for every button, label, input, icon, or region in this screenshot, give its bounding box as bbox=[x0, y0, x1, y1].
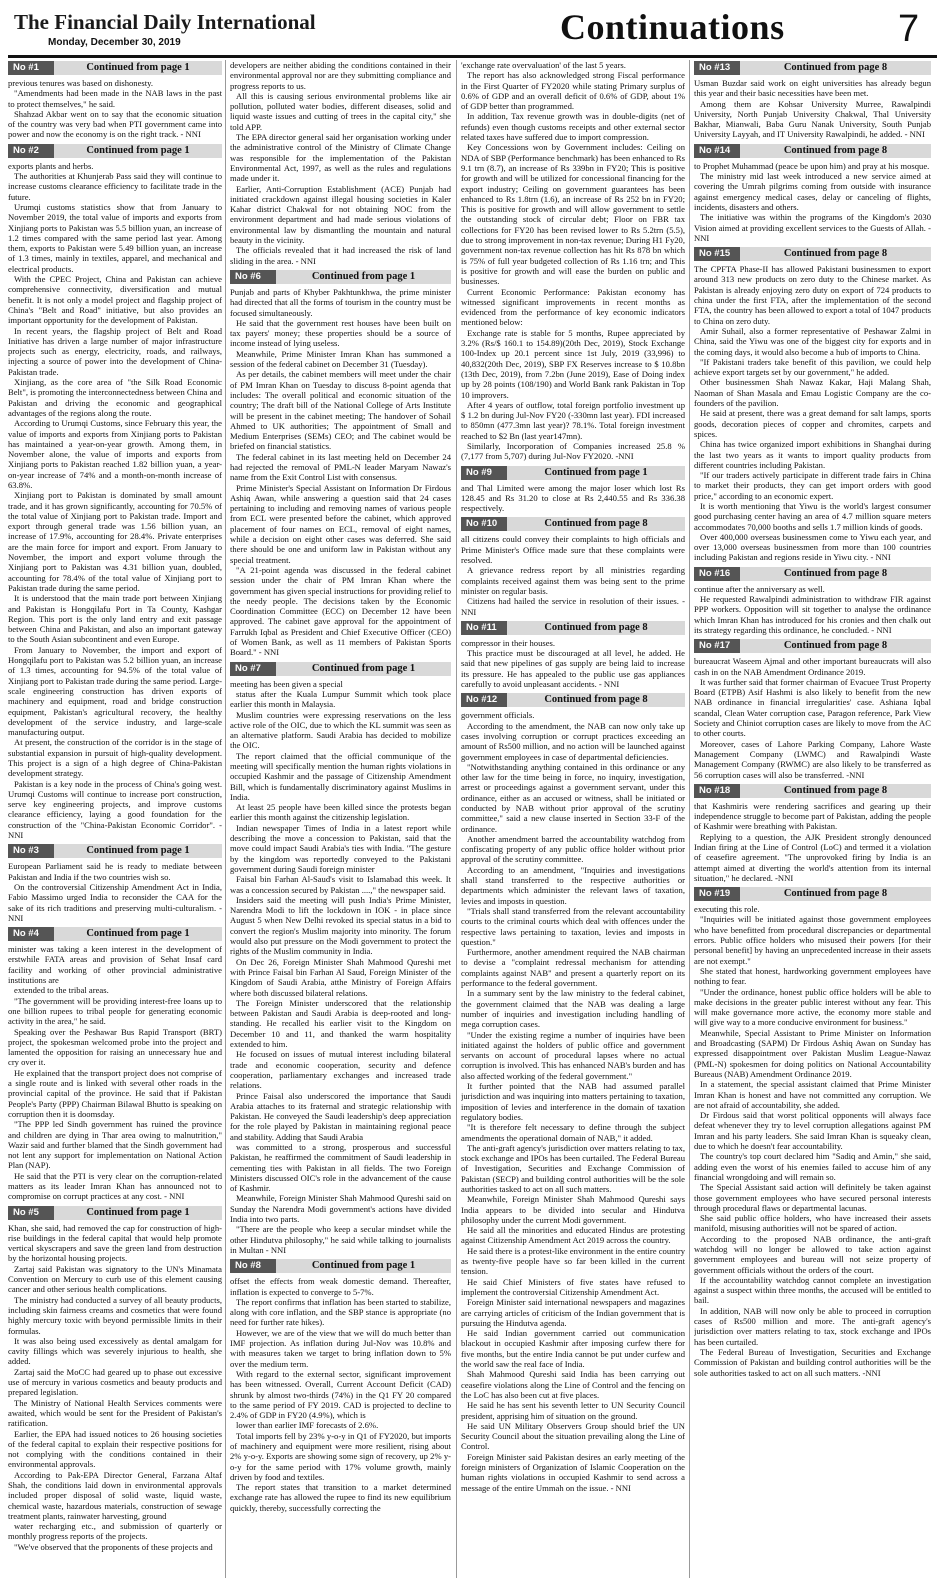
article-paragraph: Zartaj said the MoCC had geared up to phase out excessive use of mercury in various cosmetics and beauty products and prepared legislation. bbox=[8, 1366, 222, 1398]
continued-from-label: Continued from page 8 bbox=[740, 247, 931, 261]
article-number: No #10 bbox=[461, 517, 507, 531]
article-paragraph: "Notwithstanding anything contained in this ordinance or any other law for the time being in force, no inquiry, investigation, arrest or proceedings against a government servant, under this ordinance, either as an accused or witness, shall be initiated or conducted by NAB without prior approval of the scrutiny committee," said a new clause inserted in Section 33-F of the ordinance. bbox=[461, 761, 685, 834]
article-paragraph: government officials. bbox=[461, 710, 535, 721]
article bbox=[230, 60, 451, 266]
continued-from-label: Continued from page 8 bbox=[740, 567, 931, 581]
article-paragraph: Prime Minister's Special Assistant on Information Dr Firdous Ashiq Awan, while answering a question said that 24 cases pertaining to including and removing names of various people from ECL were presented before the cabinet, which approved placement of four names on ECL, removal of eight names, while a decision on eight other cases was deferred. She said there should be one and uniform law in Pakistan without any special treatment. bbox=[230, 482, 451, 565]
article-header bbox=[8, 927, 222, 941]
article-paragraph: She stated that honest, hardworking government employees have nothing to fear. bbox=[694, 965, 931, 987]
article-header bbox=[230, 270, 451, 284]
article-paragraph: With regard to the external sector, significant improvement has been witnessed. Overall, Current Account Deficit (CAD) shrunk by almost two-thirds (74%) in the Q1 FY 20 compared to the same period of FY 2019. CAD is projected to decline to 2.4% of GDP in FY20 (4.9%), which is bbox=[230, 1368, 451, 1421]
article-paragraph: Khan, she said, had removed the cap for construction of high-rise buildings in the federal capital that would help promote vertical skyscrapers and save the green land from destruction by the horizontal housing projects. bbox=[8, 1222, 222, 1264]
article-paragraph: "Trials shall stand transferred from the relevant accountability courts to the criminal courts which deal with offences under the respective laws pertaining to taxation, levies and imposts in question." bbox=[461, 905, 685, 947]
article bbox=[694, 784, 931, 883]
article-paragraph: meeting has been given a special bbox=[230, 678, 343, 689]
article-paragraph: Similarly, Incorporation of Companies increased 25.8 % (7,177 from 5,707) during Jul-Nov FY2020. -NNI bbox=[461, 440, 685, 462]
masthead-rule bbox=[8, 55, 937, 58]
article-paragraph: According to Urumqi Customs, since February this year, the value of imports and exports from Xinjiang ports to Pakistan has maintained a year-on-year growth. Among them, in November alone, the value of imports and exports from Xinjiang ports to Pakistan reached 1.82 billion yuan, a year-on-year increase of 74% and a month-on-month increase of 63.8%. bbox=[8, 418, 222, 490]
column-2 bbox=[230, 60, 451, 1580]
article-paragraph: "Under the existing regime a number of inquiries have been initiated against the holders of public office and government servants on account of procedural lapses where no actual corruption is involved. This has enhanced NAB's burden and has also affected working of the federal government." bbox=[461, 1029, 685, 1081]
article-paragraph: He explained that the transport project does not comprise of a single route and is linked with several other roads in the provincial capital of the province. He said that if Pakistan People's Party (PPP) Chairman Bilawal Bhutto is speaking on corruption then it is doomsday. bbox=[8, 1067, 222, 1119]
article bbox=[694, 567, 931, 635]
article-paragraph: minister was taking a keen interest in the development of erstwhile FATA areas and provision of Sehat Insaf card facility and working of other provincial administrative institutions are bbox=[8, 944, 222, 986]
article-paragraph: According to the proposed NAB ordinance, the anti-graft watchdog will no longer be allowed to take action against government employees and bureau will not seize property of government officials without the orders of the court. bbox=[694, 1233, 931, 1275]
article-number: No #14 bbox=[694, 144, 740, 158]
article-paragraph: After 4 years of outflow, total foreign portfolio investment up $ 1.2 bn during Jul-Nov FY20 (-330mn last year). FDI increased to 850mn (477.3mn last year)? 78.1%. Total foreign investment reached to $2 Bn (last year147mn). bbox=[461, 399, 685, 441]
article-paragraph: On the controversial Citizenship Amendment Act in India, Fabio Massimo urged India to reconsider the CAA for the sake of its rich traditions and preserving multi-culturalism. - NNI bbox=[8, 881, 222, 923]
column-4 bbox=[694, 60, 931, 1580]
article-paragraph: offset the effects from weak domestic demand. Thereafter, inflation is expected to converge to 5-7%. bbox=[230, 1276, 451, 1297]
article-header bbox=[461, 621, 685, 635]
article-paragraph: that Kashmiris were rendering sacrifices and gearing up their independence struggle to become part of Pakistan, adding the people of Kashmir were breathing with Pakistan. bbox=[694, 800, 931, 832]
article-header bbox=[461, 466, 685, 480]
article bbox=[230, 662, 451, 1256]
article-paragraph: "A 21-point agenda was discussed in the federal cabinet session under the chair of PM Imran Khan where the government has given special instructions for providing relief to the needy people. The decisions taken by the Economic Coordination Committee (ECC) on December 12 have been approved. The cabinet gave approval for the appointment of Farrukh Iqbal as President and Chief Executive Officer (CEO) of Women Bank, as well as 11 members of Pakistan Sports Board." - NNI bbox=[230, 564, 451, 658]
article-paragraph: In addition, NAB will now only be able to proceed in corruption cases of Rs500 million and more. The anti-graft agency's jurisdiction over matters relating to tax, stock exchange and IPOs has been curtailed. bbox=[694, 1305, 931, 1347]
newspaper-name: The Financial Daily International bbox=[14, 10, 316, 34]
article-paragraph: European Parliament said he is ready to mediate between Pakistan and India if the two countries wish so. bbox=[8, 861, 222, 882]
article-header bbox=[461, 517, 685, 531]
continued-from-label: Continued from page 1 bbox=[507, 466, 685, 480]
article bbox=[461, 693, 685, 1493]
article-paragraph: The CPFTA Phase-II has allowed Pakistani businessmen to export around 313 new products on zero duty to the Chinese market. As Pakistan is already enjoying zero duty on export of 724 products to china under the first FTA, after the implementation of the second FTA, the country has been allowed to export a total of 1047 products to China on zero duty. bbox=[694, 264, 931, 326]
article-paragraph: 'exchange rate overvaluation' of the last 5 years. bbox=[461, 60, 626, 70]
article bbox=[461, 60, 685, 462]
article-paragraph: He said Indian government carried out communication blackout in occupied Kashmir after imposing curfew there for five months, but the entire India cannot be put under curfew and the world saw the real face of India. bbox=[461, 1328, 685, 1370]
continued-from-label: Continued from page 1 bbox=[54, 844, 222, 858]
article-paragraph: compressor in their houses. bbox=[461, 637, 556, 648]
continued-from-label: Continued from page 1 bbox=[276, 662, 451, 676]
article bbox=[694, 639, 931, 780]
article-number: No #9 bbox=[461, 466, 507, 480]
masthead bbox=[8, 6, 937, 56]
article-paragraph: to Prophet Muhammad (peace be upon him) and pray at his mosque. bbox=[694, 160, 930, 171]
column-1 bbox=[8, 60, 222, 1580]
continued-from-label: Continued from page 1 bbox=[54, 144, 222, 158]
article-paragraph: Earlier, Anti-Corruption Establishment (ACE) Punjab had initiated crackdown against illegal housing societies in Kaler Kahar district Chakwal for not obtaining NOC from the environment department and had made serious violations of environmental law by dismantling the mountain and natural beauty in the vicinity. bbox=[230, 183, 451, 246]
article-paragraph: "If our traders actively participate in different trade fairs in China to market their products, they can get import orders with good price," according to an economic expert. bbox=[694, 470, 931, 501]
article-paragraph: He said there is a protest-like environment in the entire country as twenty-five people have so far been killed in the current tension. bbox=[461, 1245, 685, 1277]
column-divider bbox=[689, 60, 690, 1578]
article-number: No #6 bbox=[230, 270, 276, 284]
article-number: No #11 bbox=[461, 621, 507, 635]
article-paragraph: China has twice organized import exhibitions in Shanghai during the last two years as it wants to import quality products from different countries including Pakistan. bbox=[694, 439, 931, 470]
article-paragraph: It is worth mentioning that Yiwu is the world's largest consumer good purchasing center having an area of 4.7 million square meters accommodates 70,000 booths and sells 1.7 million kinds of goods. bbox=[694, 500, 931, 532]
issue-date: Monday, December 30, 2019 bbox=[48, 37, 181, 48]
article-paragraph: "The government will be providing interest-free loans up to one billion rupees to tribal people for generating economic activity in the area," he said. bbox=[8, 995, 222, 1027]
article-paragraph: executing this role. bbox=[694, 904, 760, 915]
article-paragraph: Usman Buzdar said work on eight universities has already begun this year and their basic necessities have been met. bbox=[694, 78, 931, 99]
article-paragraph: With the CPEC Project, China and Pakistan can achieve comprehensive connectivity, diversification and mutual benefit. It is not only a model project and flagship project of China's "Belt and Road" initiative, but also provides an important opportunity for the development of Pakistan. bbox=[8, 274, 222, 326]
article-paragraph: The initiative was within the programs of the Kingdom's 2030 Vision aimed at providing excellent services to the Guests of Allah. - NNI bbox=[694, 212, 931, 243]
article-paragraph: Citizens had hailed the service in resolution of their issues. - NNI bbox=[461, 596, 685, 617]
article-number: No #13 bbox=[694, 61, 740, 75]
article-paragraph: Urumqi customs statistics show that from January to November 2019, the total value of imports and exports from Xinjiang ports to Pakistan was 5.5 billion yuan, an increase of 1.2 times compared with the same period last year. Among them, exports to Pakistan were 5.49 billion yuan, an increase of 1.3 times, mainly in textiles, apparel, and mechanical and electrical products. bbox=[8, 201, 222, 274]
article-paragraph: The report has also acknowledged strong Fiscal performance in the First Quarter of FY2020 while stating Primary surplus of 0.6% of GDP and an overall deficit of 0.6% of GDP, about 1% of GDP better than programmed. bbox=[461, 70, 685, 112]
article-paragraph: The federal cabinet in its last meeting held on December 24 had rejected the removal of PML-N leader Maryam Nawaz's name from the Exit Control List with consensus. bbox=[230, 451, 451, 483]
article-number: No #17 bbox=[694, 639, 740, 653]
article bbox=[8, 927, 222, 1201]
article-paragraph: He said at present, there was a great demand for salt lamps, sports goods, decoration pieces of copper and chromites, carpets and spices. bbox=[694, 408, 931, 439]
article bbox=[8, 61, 222, 140]
article-paragraph: It was also being used excessively as dental amalgam for cavity fillings which was severely injurious to health, she added. bbox=[8, 1335, 222, 1367]
article-paragraph: The authorities at Khunjerab Pass said they will continue to increase customs clearance efficiency to facilitate trade in the future. bbox=[8, 171, 222, 202]
article-paragraph: Among them are Kohsar University Murree, Rawalpindi University, North Punjab University Chakwal, Thal University Bakhar, Mianwali, Baba Guru Nanak University, South Punjab University Layyah, and IT University Rawalpindi, he added. - NNI bbox=[694, 98, 931, 140]
article-paragraph: He said UN Military Observers Group should brief the UN Security Council about the situation prevailing along the Line of Control. bbox=[461, 1420, 685, 1452]
article-paragraph: The anti-graft agency's jurisdiction over matters relating to tax, stock exchange and IPOs has been curtailed. The Federal Bureau of Investigation, Securities and Exchange Commission of Pakistan (SECP) and building control authorities will be the sole authorities tasked to act on all such matters. bbox=[461, 1142, 685, 1194]
article-paragraph: was committed to a strong, prosperous and successful Pakistan, he reaffirmed the commitment of Saudi leadership in cementing ties with Pakistan in all fields. The two Foreign Ministers discussed OIC's role in the advancement of the cause of Kashmir. bbox=[230, 1141, 451, 1194]
article-paragraph: The report claimed that the official communique of the meeting will specifically mention the human rights violations in occupied Kashmir and the passage of Citizenship Amendment Bill, which is fundamentally discriminatory against Muslims in India. bbox=[230, 750, 451, 802]
article-paragraph: Amir Suhail, also a former representative of Peshawar Zalmi in China, said the Yiwu was one of the biggest city for exports and in the coming days, it would also become a hub of imports to China. bbox=[694, 325, 931, 357]
article bbox=[461, 517, 685, 616]
article-paragraph: Xinjiang port to Pakistan is dominated by small amount trade, and it has grown significantly, accounting for 70.5% of the total value of Xinjiang port to Pakistan trade. Import and export through general trade was 1.56 billion yuan, an increase of 17.9%, accounting for 28.4%. Private enterprises are the main force for import and export. From January to November, the import and export volume through the Xinjiang port to Pakistan was 4.31 billion yuan, doubled, accounting for 78.4% of the total value of Xinjiang port to Pakistan trade during the same period. bbox=[8, 490, 222, 593]
article bbox=[694, 247, 931, 563]
article-paragraph: Insiders said the meeting will push India's Prime Minister, Narendra Modi to lift the lockdown in IOK - in place since August 5 when New Delhi revoked its special status in a bid to convert the region's Muslim majority into minority. The forum would also put pressure on the Modi government to protect the rights of the Muslim community in India. bbox=[230, 894, 451, 957]
article-paragraph: He said all the minorities and educated Hindus are protesting against Citizenship Amendment Act 2019 across the country. bbox=[461, 1225, 685, 1246]
article-number: No #16 bbox=[694, 567, 740, 581]
article-paragraph: According to the amendment, the NAB can now only take up cases involving corruption or corrupt practices exceeding an amount of Rs500 million, and no action will be launched against government employees in case of departmental deficiencies. bbox=[461, 720, 685, 762]
article-paragraph: Meanwhile, Foreign Minister Shah Mahmood Qureshi said on Sunday the Narendra Modi government's actions have divided India into two parts. bbox=[230, 1193, 451, 1225]
article-paragraph: "The PPP led Sindh government has ruined the province and children are dying in Thar area owing to malnutrition," Wazir said and further blamed that the Sindh government had not lent any support for implementation on National Action Plan (NAP). bbox=[8, 1119, 222, 1171]
article-paragraph: Other businessmen Shah Nawaz Kakar, Haji Malang Shah, Naoman of Shan Masala and Emau Logistic Company are the co-founders of the pavilion. bbox=[694, 377, 931, 409]
article-paragraph: The Ministry of National Health Services comments were awaited, which would be sent for the President of Pakistan's ratification. bbox=[8, 1397, 222, 1429]
article-paragraph: and Thal Limited were among the major loser which lost Rs 128.45 and Rs 31.20 to close at Rs 2,440.55 and Rs 336.38 respectively. bbox=[461, 482, 685, 514]
article-header bbox=[230, 1259, 451, 1273]
article-paragraph: continue after the anniversary as well. bbox=[694, 583, 825, 594]
article-paragraph: Exchange rate is stable for 5 months, Rupee appreciated by 3.2% (Rs/$ 160.1 to 154.89)(20th Dec, 2019), Stock Exchange 100-Index up 20.1 percent since 1st July, 2019 (33,996) to 40,832(20th Dec, 2019), SBP FX Reserves increase to $ 10.8bn (13th Dec, 2019), from 7.2bn (June 2019), Ease of Doing index up by 28 points (108/190) and World Bank rank Pakistan in Top 10 improvers. bbox=[461, 327, 685, 400]
article-paragraph: The officials revealed that it had increased the risk of land sliding in the area. - NNI bbox=[230, 245, 451, 266]
article-paragraph: Pakistan is a key node in the process of China's going west. Urumqi Customs will continue to increase port construction, serve key engineering projects, and improve customs clearance efficiency, laying a good foundation for the construction of the "China-Pakistan Economic Corridor". - NNI bbox=[8, 778, 222, 841]
article-paragraph: Total imports fell by 23% y-o-y in Q1 of FY2020, but imports of machinery and equipment were more resilient, rising about 2% y-o-y. Exports are showing some sign of recovery, up 2% y-o-y for the same period with 17% volume growth, mainly driven by food and textiles. bbox=[230, 1430, 451, 1482]
article-paragraph: Foreign Minister said Pakistan desires an early meeting of the foreign ministers of Organization of Islamic Cooperation on the human rights violations in occupied Kashmir to send across a message of the entire Ummah on the issue. - NNI bbox=[461, 1451, 685, 1493]
article-number: No #19 bbox=[694, 887, 740, 901]
article-paragraph: At present, the construction of the corridor is in the stage of substantial expansion in pursuit of high-quality development. This project is a sign of a high degree of China-Pakistan development strategy. bbox=[8, 737, 222, 779]
article-paragraph: All this is causing serious environmental problems like air pollution, polluted water bodies, different diseases, solid and liquid waste issues and cutting of trees in the capital city," she told APP. bbox=[230, 90, 451, 132]
article-header bbox=[694, 247, 931, 261]
article-paragraph: Meanwhile, Prime Minister Imran Khan has summoned a session of the federal cabinet on December 31 (Tuesday). bbox=[230, 348, 451, 370]
article bbox=[8, 144, 222, 841]
continued-from-label: Continued from page 8 bbox=[740, 887, 931, 901]
article-paragraph: Foreign Minister said international newspapers and magazines are carrying articles of criticism of the Indian government that is pursuing the Hindutva agenda. bbox=[461, 1297, 685, 1328]
article-paragraph: The ministry mid last week introduced a new service aimed at covering the Umrah pilgrims coming from outside with insurance against emergency medical cases, delay or canceling of flights, incidents, disasters and others. bbox=[694, 171, 931, 212]
article-paragraph: Over 400,000 overseas businessmen come to Yiwu each year, and over 13,000 overseas businessmen from more than 100 countries including Pakistan and regions reside in Yiwu city. - NNI bbox=[694, 531, 931, 563]
continued-from-label: Continued from page 8 bbox=[507, 621, 685, 635]
article-number: No #8 bbox=[230, 1259, 276, 1273]
article-paragraph: Speaking over the Peshawar Bus Rapid Transport (BRT) project, the spokesman welcomed probe into the project and lamented the opposition for raising an unnecessary hue and cry over it. bbox=[8, 1026, 222, 1068]
article-paragraph: Current Economic Performance: Pakistan economy has witnessed significant improvements in recent months as evidenced from the performance of key economic indicators mentioned below: bbox=[461, 286, 685, 328]
article-paragraph: previous tenures was based on dishonesty. bbox=[8, 78, 154, 88]
article-header bbox=[694, 144, 931, 158]
article-paragraph: Faisal bin Farhan Al-Saud's visit to Islamabad this week. It was a concession secured by Pakistan ....," the newspaper said. bbox=[230, 874, 451, 895]
article-paragraph: "If Pakistani traders take benefit of this pavilion, we could help achieve export targets set by our government," he added. bbox=[694, 356, 931, 378]
continued-from-label: Continued from page 8 bbox=[740, 61, 931, 75]
article-header bbox=[230, 662, 451, 676]
article-paragraph: Shahzad Akbar went on to say that the economic situation of the country was very bad when PTI government came into power and now the economy is on the right track. - NNI bbox=[8, 108, 222, 140]
article-paragraph: developers are neither abiding the conditions contained in their environmental approval nor are they submitting compliance and progress reports to us. bbox=[230, 60, 451, 91]
article-header bbox=[694, 567, 931, 581]
article-paragraph: exports plants and herbs. bbox=[8, 160, 94, 171]
article-paragraph: It was further said that former chairman of Evacuee Trust Property Board (ETPB) Asif Hashmi is also likely to benefit from the new NAB ordinance in financial irregularities' case. Ashiana Iqbal scandal, Clean Water corruption case, Paragon reference, Park View Society and Chiniot corruption cases are likely to move from the AC to other courts. bbox=[694, 676, 931, 739]
article-header bbox=[8, 1206, 222, 1220]
article bbox=[694, 144, 931, 243]
continued-from-label: Continued from page 1 bbox=[54, 1206, 222, 1220]
article-paragraph: This practice must be discouraged at all level, he added. He said that new pipelines of gas supply are being laid to increase its pressure. He has appealed to the public use gas appliances carefully to avoid unpleasant accidents. - NNI bbox=[461, 648, 685, 690]
continued-from-label: Continued from page 8 bbox=[740, 784, 931, 798]
continued-from-label: Continued from page 8 bbox=[740, 144, 931, 158]
article bbox=[694, 61, 931, 140]
article-paragraph: "There are the people who keep a secular mindset while the other Hindutva philosophy," he said while talking to journalists in Multan - NNI bbox=[230, 1224, 451, 1255]
article-paragraph: Key Concessions won by Government includes: Ceiling on NDA of SBP (Performance benchmark) has been enhanced to Rs 9.1 trn (8.7), an increase of Rs 339bn in FY20; This is positive for growth and will be utilized for concessional financing for the export industry; Ceiling on government guarantees has been enhanced to Rs 1.8trn (1.6), an increase of Rs 252 bn in FY20; This is positive for growth and will allow government to settle the outstanding stock of circular debt; Floor on FBR tax collections for FY20 has been revised lower to Rs 5.2trn (5.5), due to strong improvement in non-tax revenue; During H1 Fy20, government non-tax revenue collection has hit Rs 878 bn which is 75% of full year budgeted collection of Rs 1.16 trn; and This is positive for growth and will ease the burden on public and businesses. bbox=[461, 142, 685, 287]
article-paragraph: The Special Assistant said action will definitely be taken against those government employees who have secured personal interests through procedural flaws or departmental lacunas. bbox=[694, 1182, 931, 1213]
article-paragraph: He said that the government rest houses have been built on tax payers' money; these properties should be a source of income instead of lying useless. bbox=[230, 317, 451, 349]
article-paragraph: He requested Rawalpindi administration to withdraw FIR against PPP workers. Opposition will sit together to analyse the ordinance which Imran Khan has introduced for his cronies and then chalk out its strategy regarding this ordinance, he concluded. - NNI bbox=[694, 594, 931, 635]
continued-from-label: Continued from page 8 bbox=[507, 693, 685, 707]
article-paragraph: "Under the ordinance, honest public office holders will be able to make decisions in the greater public interest without any fear. This will make governance more active, the economy more stable and will give way to a more conducive environment for business." bbox=[694, 986, 931, 1028]
continued-from-label: Continued from page 8 bbox=[507, 517, 685, 531]
article-paragraph: It further pointed that the NAB had assumed parallel jurisdiction and was inquiring into matters pertaining to taxation, imposition of levies and interference in the domain of taxation regulatory bodies. bbox=[461, 1081, 685, 1122]
article-paragraph: status after the Kuala Lumpur Summit which took place earlier this month in Malaysia. bbox=[230, 688, 451, 710]
article-paragraph: At least 25 people have been killed since the protests began earlier this month against the citizenship legislation. bbox=[230, 802, 451, 823]
article-paragraph: He said that the PTI is very clear on the corruption-related matters as its leader Imran Khan has announced not to compromise on corrupt practices at any cost. - NNI bbox=[8, 1170, 222, 1202]
article-number: No #3 bbox=[8, 844, 54, 858]
article-paragraph: The country's top court declared him "Sadiq and Amin," she said, adding even the worst of his enemies failed to accuse him of any financial wrongdoing and will remain so. bbox=[694, 1151, 931, 1182]
article-paragraph: The report confirms that inflation has been started to stabilize, along with core inflation, and the SBP stance is appropriate (no need for further rate hikes). bbox=[230, 1296, 451, 1328]
article-paragraph: Zartaj said Pakistan was signatory to the UN's Minamata Convention on Mercury to curb use of this element causing cancer and other serious health complications. bbox=[8, 1263, 222, 1295]
article-paragraph: all citizens could convey their complaints to high officials and Prime Minister's Office made sure that these complaints were resolved. bbox=[461, 534, 685, 566]
article-number: No #18 bbox=[694, 784, 740, 798]
column-3 bbox=[461, 60, 685, 1580]
article bbox=[694, 887, 931, 1378]
article-paragraph: She said public office holders, who have increased their assets manifold, misusing authorities will not be spared of action. bbox=[694, 1213, 931, 1234]
continued-from-label: Continued from page 1 bbox=[54, 61, 222, 75]
article-paragraph: "We've observed that the proponents of these projects and bbox=[14, 1541, 213, 1552]
article-number: No #12 bbox=[461, 693, 507, 707]
article-header bbox=[461, 693, 685, 707]
article bbox=[8, 1206, 222, 1553]
article-paragraph: Meanwhile, Foreign Minister Shah Mahmood Qureshi says India appears to be divided into secular and Hindutva philosophy under the current Modi government. bbox=[461, 1194, 685, 1225]
article-paragraph: The Foreign Minister underscored that the relationship between Pakistan and Saudi Arabia is deep-rooted and long-standing. He recalled his earlier visit to the Kingdom on December 10 and 11, and thanked the warm hospitality extended to him. bbox=[230, 997, 451, 1050]
article-header bbox=[694, 639, 931, 653]
article-paragraph: However, we are of the view that we will do much better than IMF projection. As inflation during Jul-Nov was 10.8% and with measures taken we target to bring inflation down to 5% over the medium term. bbox=[230, 1327, 451, 1369]
section-title: Continuations bbox=[560, 7, 785, 47]
article-number: No #5 bbox=[8, 1206, 54, 1220]
article-paragraph: In recent years, the flagship project of Belt and Road Initiative has driven a large number of major infrastructure projects such as energy, electricity, roads, and railways, injecting a source of power into the development of China-Pakistan trade. bbox=[8, 325, 222, 377]
article bbox=[230, 270, 451, 658]
article-paragraph: Meanwhile, Special Assistant to Prime Minister on Information and Broadcasting (SAPM) Dr Firdous Ashiq Awan on Sunday has expressed disappointment over Pakistan Muslim League-Nawaz (PML-N) spokesmen for doing politics on National Accountability Bureaus (NAB) Amendment Ordinance 2019. bbox=[694, 1027, 931, 1079]
article-paragraph: In a summary sent by the law ministry to the federal cabinet, the government claimed that the NAB was dealing a large number of inquiries and investigation including handling of mega corruption cases. bbox=[461, 988, 685, 1030]
article-paragraph: Muslim countries were expressing reservations on the less active role of the OIC, due to which the KL summit was seen as an alternative platform. Saudi Arabia has decided to mobilize the OIC. bbox=[230, 709, 451, 751]
article-number: No #2 bbox=[8, 144, 54, 158]
article-number: No #15 bbox=[694, 247, 740, 261]
article-header bbox=[8, 844, 222, 858]
article-paragraph: Furthermore, another amendment required the NAB chairman to devise a "complaint redressal mechanism for attending complaints against NAB" and present a quarterly report on its performance to the federal government. bbox=[461, 947, 685, 989]
article-paragraph: According to Pak-EPA Director General, Farzana Altaf Shah, the conditions laid down in environmental approvals included proper disposal of solid waste, liquid waste, chemical waste, hazardous materials, construction of sewage treatment plants, rainwater harvesting, ground bbox=[8, 1469, 222, 1521]
article bbox=[230, 1259, 451, 1513]
continued-from-label: Continued from page 1 bbox=[276, 270, 451, 284]
article-paragraph: The Federal Bureau of Investigation, Securities and Exchange Commission of Pakistan and building control authorities will be the sole authorities tasked to act on all such matters. -NNI bbox=[694, 1346, 931, 1378]
article-paragraph: On Dec 26, Foreign Minister Shah Mahmood Qureshi met with Prince Faisal bin Farhan Al Saud, Foreign Minister of the Kingdom of Saudi Arabia, atthe Ministry of Foreign Affairs where both discussed bilateral relations. bbox=[230, 956, 451, 998]
article-paragraph: As per details, the cabinet members will meet under the chair of PM Imran Khan on Tuesday to discuss 8-point agenda that includes: The overall political and economic situation of the country; The draft bill of the National College of Arts Institute will be present in the cabinet meeting; The handover of Sohail Ahmed to UK authorities; The appointment of Small and Medium Enterprises (SEMs) CEO; and The cabinet would be briefed on financial statistics. bbox=[230, 369, 451, 452]
article-paragraph: He said he has sent his seventh letter to UN Security Council president, apprising him of situation on the ground. bbox=[461, 1400, 685, 1421]
article-paragraph: The EPA director general said her organisation working under the administrative control of the Ministry of Climate Change was responsible for the implementation of the Pakistan Environmental Act, 1997, as well as the rules and regulations made under it. bbox=[230, 132, 451, 184]
continued-from-label: Continued from page 1 bbox=[54, 927, 222, 941]
article-paragraph: Xinjiang, as the core area of "the Silk Road Economic Belt", is promoting the interconnectedness between China and Pakistan and driving the economic and geographical advantages of the regions along the route. bbox=[8, 377, 222, 418]
article-paragraph: Replying to a question, the AJK President strongly denounced Indian firing at the Line of Control (LoC) and termed it a violation of ceasefire agreement. "The unprovoked firing by India is an attempt aimed at diverting the world's attention from its internal situation," he declared. -NNI bbox=[694, 831, 931, 883]
article-header bbox=[694, 784, 931, 798]
article-header bbox=[694, 887, 931, 901]
article-paragraph: From January to November, the import and export of Hongqilafu port to Pakistan was 5.2 billion yuan, an increase of 1.3 times, accounting for 94.5% of the total value of Xinjiang port to Pakistan trade during the same period. Large-scale engineering construction has driven exports of machinery and equipment, road and bridge construction equipment, Pakistan's agricultural recovery, the healthy development of the service industry, and large-scale manufacturing output. bbox=[8, 644, 222, 738]
article-paragraph: In addition, Tax revenue growth was in double-digits (net of refunds) even though customs receipts and other external sector related taxes have suffered due to import compression. bbox=[461, 111, 685, 143]
article-paragraph: He said Chief Ministers of five states have refused to implement the controversial Citizenship Amendment Act. bbox=[461, 1276, 685, 1297]
article-paragraph: Indian newspaper Times of India in a latest report while describing the move a concession to Pakistan, said that the move could impact Saudi Arabia's ties with India. "The gesture by the kingdom was reportedly conveyed to the Pakistani government during Saudi foreign minister bbox=[230, 822, 451, 874]
article-paragraph: According to an amendment, "Inquiries and investigations shall stand transferred to the respective authorities or departments which administer the relevant laws of taxation, levies and imposts in question. bbox=[461, 864, 685, 906]
article-paragraph: bureaucrat Waseem Ajmal and other important bureaucrats will also cash in on the NAB Amendment Ordinance 2019. bbox=[694, 656, 931, 677]
article-paragraph: water recharging etc., and submission of quarterly or monthly progress reports of the projects. bbox=[8, 1521, 222, 1542]
article-paragraph: The ministry had conducted a survey of all beauty products, including skin fairness creams and cosmetics that were found highly mercury toxic with beyond permissible limits in their formulas. bbox=[8, 1294, 222, 1336]
page-number: 7 bbox=[898, 8, 920, 50]
article-paragraph: Moreover, cases of Lahore Parking Company, Lahore Waste Management Company (LWMC) and Rawalpindi Waste Management Company (RWMC) are also likely to be transferred as 56 corruption cases will also be transferred. -NNI bbox=[694, 738, 931, 780]
article-header bbox=[694, 61, 931, 75]
article-paragraph: Shah Mahmood Qureshi said India has been carrying out ceasefire violations along the Line of Control and the fencing on the LoC has also been cut at five places. bbox=[461, 1369, 685, 1400]
article-paragraph: lower than earlier IMF forecasts of 2.6%. bbox=[236, 1420, 379, 1431]
article-paragraph: "It is therefore felt necessary to define through the subject amendments the operational domain of NAB," it added. bbox=[461, 1122, 685, 1143]
column-divider bbox=[225, 60, 226, 1578]
article-paragraph: Earlier, the EPA had issued notices to 26 housing societies of the federal capital to explain their respective positions for not complying with the conditions contained in their environmental approvals. bbox=[8, 1428, 222, 1470]
article-number: No #1 bbox=[8, 61, 54, 75]
article-paragraph: Punjab and parts of Khyber Pakhtunkhwa, the prime minister had directed that all the forms of tourism in the country must be focused simultaneously. bbox=[230, 286, 451, 318]
article bbox=[8, 844, 222, 923]
article bbox=[461, 466, 685, 514]
article-paragraph: It is understood that the main trade port between Xinjiang and Pakistan is Hongqilafu Port in Ta County, Kashgar Region. This port is the only land entry and exit passage between China and Pakistan, and also an important gateway to the South Asian subcontinent and even Europe. bbox=[8, 593, 222, 645]
continued-from-label: Continued from page 1 bbox=[276, 1259, 451, 1273]
article-paragraph: A grievance redress report by all ministries regarding complaints received against them was being sent to the prime minister on regular basis. bbox=[461, 565, 685, 596]
article-paragraph: Prince Faisal also underscored the importance that Saudi Arabia attaches to its fraternal and strategic relationship with Pakistan. He conveyed the Saudi leadership's deep appreciation for the role played by Pakistan in maintaining regional peace and stability. Adding that Saudi Arabia bbox=[230, 1090, 451, 1142]
article-header bbox=[8, 61, 222, 75]
article-paragraph: Dr Firdous said that worst political opponents will always face defeat whenever they try to level corruption allegations against PM Imran and his party leaders. She said Imran Khan is squeaky clean, due to which he doesn't fear accountability. bbox=[694, 1110, 931, 1152]
article-paragraph: He focused on issues of mutual interest including bilateral trade and economic cooperation, security and defence cooperation, parliamentary exchanges and increased trade relations. bbox=[230, 1049, 451, 1091]
continued-from-label: Continued from page 8 bbox=[740, 639, 931, 653]
article-paragraph: extended to the tribal areas. bbox=[14, 985, 109, 996]
article-paragraph: "Amendments had been made in the NAB laws in the past to protect themselves," he said. bbox=[8, 88, 222, 109]
article-paragraph: The report states that transition to a market determined exchange rate has allowed the rupee to find its new equilibrium quickly, thereby, successfully correcting the bbox=[230, 1482, 451, 1513]
article-number: No #4 bbox=[8, 927, 54, 941]
article-paragraph: In a statement, the special assistant claimed that Prime Minister Imran Khan is honest and have not committed any corruption. We are not afraid of accountability, she added. bbox=[694, 1079, 931, 1110]
article bbox=[461, 621, 685, 689]
column-divider bbox=[456, 60, 457, 1578]
article-paragraph: "Inquiries will be initiated against those government employees who have benefitted from procedural discrepancies or departmental errors. Public office holders who misused their powers [for their personal benefit] by having an unprecedented increase in their assets are not exempt." bbox=[694, 914, 931, 966]
article-paragraph: If the accountability watchdog cannot complete an investigation against a suspect within three months, the accused will be entitled to bail. bbox=[694, 1274, 931, 1306]
article-header bbox=[8, 144, 222, 158]
article-number: No #7 bbox=[230, 662, 276, 676]
article-paragraph: Another amendment barred the accountability watchdog from confiscating property of any public office holder without prior approval of the scrutiny committee. bbox=[461, 833, 685, 865]
